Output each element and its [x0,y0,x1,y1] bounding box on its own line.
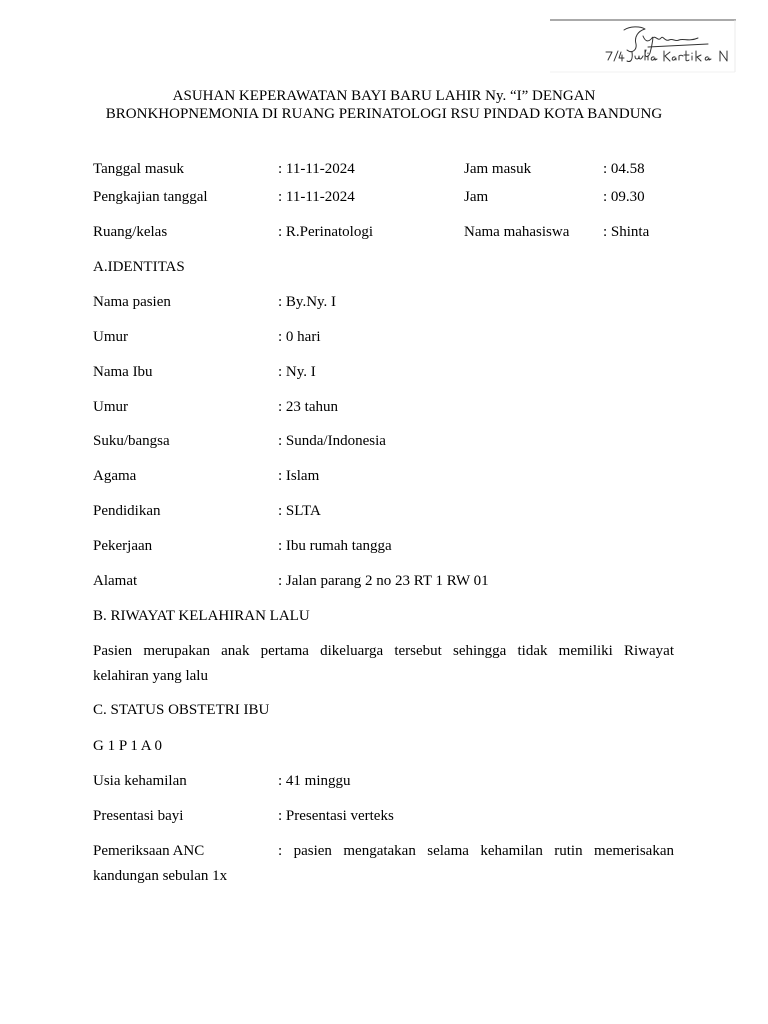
address-label: Alamat [93,573,138,589]
religion-value: : Islam [278,468,320,484]
address-value: : Jalan parang 2 no 23 RT 1 RW 01 [278,573,489,589]
birth-history-paragraph-line-1 [93,641,674,661]
fetal-presentation-value: : Presentasi verteks [278,808,394,824]
anc-row-continued [93,866,674,886]
room-label: Ruang/kelas [93,224,168,240]
student-name-label: Nama mahasiswa [464,224,570,240]
patient-name-row [93,292,674,312]
anc-label: Pemeriksaan ANC [93,843,205,859]
mother-age-value: : 23 tahun [278,399,338,415]
room-row [93,222,674,242]
section-heading: A.IDENTITAS [93,259,185,275]
education-value: : SLTA [278,503,321,519]
ethnicity-value: : Sunda/Indonesia [278,433,386,449]
admission-date-label: Tanggal masuk [93,161,185,177]
patient-name-label: Nama pasien [93,294,171,310]
mother-age-label: Umur [93,399,128,415]
ethnicity-row [93,431,674,451]
religion-label: Agama [93,468,137,484]
birth-history-paragraph-line-2 [93,666,674,686]
mother-name-row [93,362,674,382]
mother-name-value: : Ny. I [278,364,316,380]
patient-age-row [93,327,674,347]
assessment-time-label: Jam [464,189,489,205]
anc-value-continued: kandungan sebulan 1x [93,868,228,884]
anc-row [93,841,674,861]
title-line-1: ASUHAN KEPERAWATAN BAYI BARU LAHIR Ny. “I” DENGAN [172,88,596,104]
mother-age-row [93,397,674,417]
education-label: Pendidikan [93,503,161,519]
patient-age-label: Umur [93,329,128,345]
admission-date-value: : 11-11-2024 [278,161,355,177]
signature [548,16,738,74]
paragraph-text: Pasien merupakan anak pertama dikeluarga tersebut sehingga tidak memiliki Riwayat [93,643,674,659]
title-line-2: BRONKHOPNEMONIA DI RUANG PERINATOLOGI RSU PINDAD KOTA BANDUNG [105,106,663,122]
patient-age-value: : 0 hari [278,329,321,345]
occupation-value: : Ibu rumah tangga [278,538,392,554]
section-heading: C. STATUS OBSTETRI IBU [93,702,270,718]
section-c-heading [93,700,674,720]
occupation-row [93,536,674,556]
ethnicity-label: Suku/bangsa [93,433,170,449]
admission-time-value: : 04.58 [603,161,645,177]
assessment-date-value: : 11-11-2024 [278,189,355,205]
gestational-age-label: Usia kehamilan [93,773,187,789]
mother-name-label: Nama Ibu [93,364,153,380]
section-a-heading [93,257,674,277]
paragraph-text: kelahiran yang lalu [93,668,208,684]
assessment-date-row [93,187,674,207]
admission-time-label: Jam masuk [464,161,532,177]
gpa-value: G 1 P 1 A 0 [93,738,163,754]
assessment-date-label: Pengkajian tanggal [93,189,208,205]
document-title [0,87,768,123]
admission-date-row [93,159,674,179]
section-heading: B. RIWAYAT KELAHIRAN LALU [93,608,310,624]
room-value: : R.Perinatologi [278,224,373,240]
address-row [93,571,674,591]
gestational-age-row [93,771,674,791]
patient-name-value: : By.Ny. I [278,294,337,310]
student-name-value: : Shinta [603,224,650,240]
section-b-heading [93,606,674,626]
fetal-presentation-label: Presentasi bayi [93,808,184,824]
fetal-presentation-row [93,806,674,826]
education-row [93,501,674,521]
gpa-row [93,736,674,756]
anc-value: : pasien mengatakan selama kehamilan rutin memerisakan [278,843,674,859]
assessment-time-value: : 09.30 [603,189,645,205]
occupation-label: Pekerjaan [93,538,153,554]
religion-row [93,466,674,486]
gestational-age-value: : 41 minggu [278,773,351,789]
